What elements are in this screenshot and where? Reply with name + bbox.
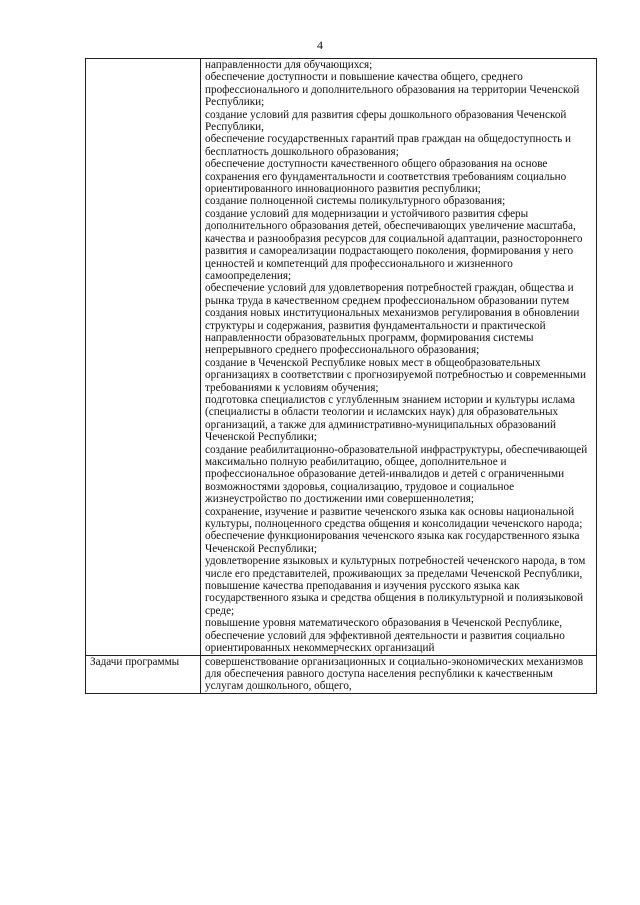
- list-item: обеспечение условий для эффективной деятельности и развития социально ориентированных некоммерческих организаций: [205, 629, 565, 655]
- list-item: повышение качества преподавания и изучения русского языка как государственного языка и средства общения в поликультурной и полиязыковой среде;: [205, 580, 584, 617]
- list-item: создание полноценной системы поликультурного образования;: [205, 195, 506, 208]
- list-item: создание условий для развития сферы дошкольного образования Чеченской Республики,: [205, 108, 567, 134]
- list-item: повышение уровня математического образования в Чеченской Республике,: [205, 617, 563, 630]
- row-content-cell: [201, 59, 597, 656]
- list-item: направленности для обучающихся;: [205, 59, 373, 71]
- row-label: Задачи программы: [90, 655, 180, 668]
- row-label-cell: [86, 59, 201, 656]
- list-item: обеспечение функционирования чеченского языка как государственного языка Чеченской Республики;: [205, 530, 580, 555]
- list-item: сохранение, изучение и развитие чеченского языка как основы национальной культуры, полноценного средства общения и консолидации чеченского народа;: [205, 505, 583, 531]
- list-item: совершенствование организационных и социально-экономических механизмов для обеспечения равного доступа населения республики к качественным услугам дошкольного, общего,: [205, 655, 584, 693]
- list-item: обеспечение государственных гарантий прав граждан на общедоступность и бесплатность дошкольного образования;: [205, 133, 572, 158]
- table-row: [86, 59, 597, 656]
- table-row: [86, 655, 597, 693]
- row-content-cell: [201, 655, 597, 693]
- page-number: 4: [317, 38, 323, 52]
- list-item: обеспечение доступности качественного общего образования на основе сохранения его фундаментальности и соответствия требованиям социально ориентированного инновационного развития республики;: [205, 158, 567, 196]
- list-item: создание в Чеченской Республике новых мест в общеобразовательных организациях в соответствии с прогнозируемой потребностью и современными требованиями к условиям обучения;: [205, 356, 586, 394]
- list-item: создание реабилитационно-образовательной инфраструктуры, обеспечивающей максимально полную реабилитацию, общее, дополнительное и профессиональное образование детей-инвалидов и детей с ограниченными возможностями здоровья, социализацию, трудовое и социальное жизнеустройство по достижении ими совершеннолетия;: [205, 443, 588, 506]
- list-item: удовлетворение языковых и культурных потребностей чеченского народа, в том числе его представителей, проживающих за пределами Чеченской Республики,: [205, 555, 586, 580]
- table-body: [86, 59, 597, 694]
- program-table: [85, 58, 597, 694]
- list-item: обеспечение условий для удовлетворения потребностей граждан, общества и рынка труда в качественном среднем профессиональном образовании путем создания новых институциональных механизмов регулирования в обновлении структуры и содержания, развития фундаментальности и практической направленности образовательных программ, формирования системы непрерывного среднего профессионального образования;: [205, 282, 580, 357]
- row-label-cell: [86, 655, 201, 693]
- list-item: создание условий для модернизации и устойчивого развития сферы дополнительного образования детей, обеспечивающих увеличение масштаба, качества и разнообразия ресурсов для социальной адаптации, разностороннего развития и самореализации подрастающего поколения, формирования у него ценностей и компетенций для профессионального и жизненного самоопределения;: [205, 207, 583, 282]
- list-item: подготовка специалистов с углубленным знанием истории и культуры ислама (специалисты в области теологии и исламских наук) для образовательных организаций, а также для административно-муниципальных образований Чеченской Республики;: [205, 393, 575, 444]
- list-item: обеспечение доступности и повышение качества общего, среднего профессионального и дополнительного образования на территории Чеченской Республики;: [205, 71, 580, 109]
